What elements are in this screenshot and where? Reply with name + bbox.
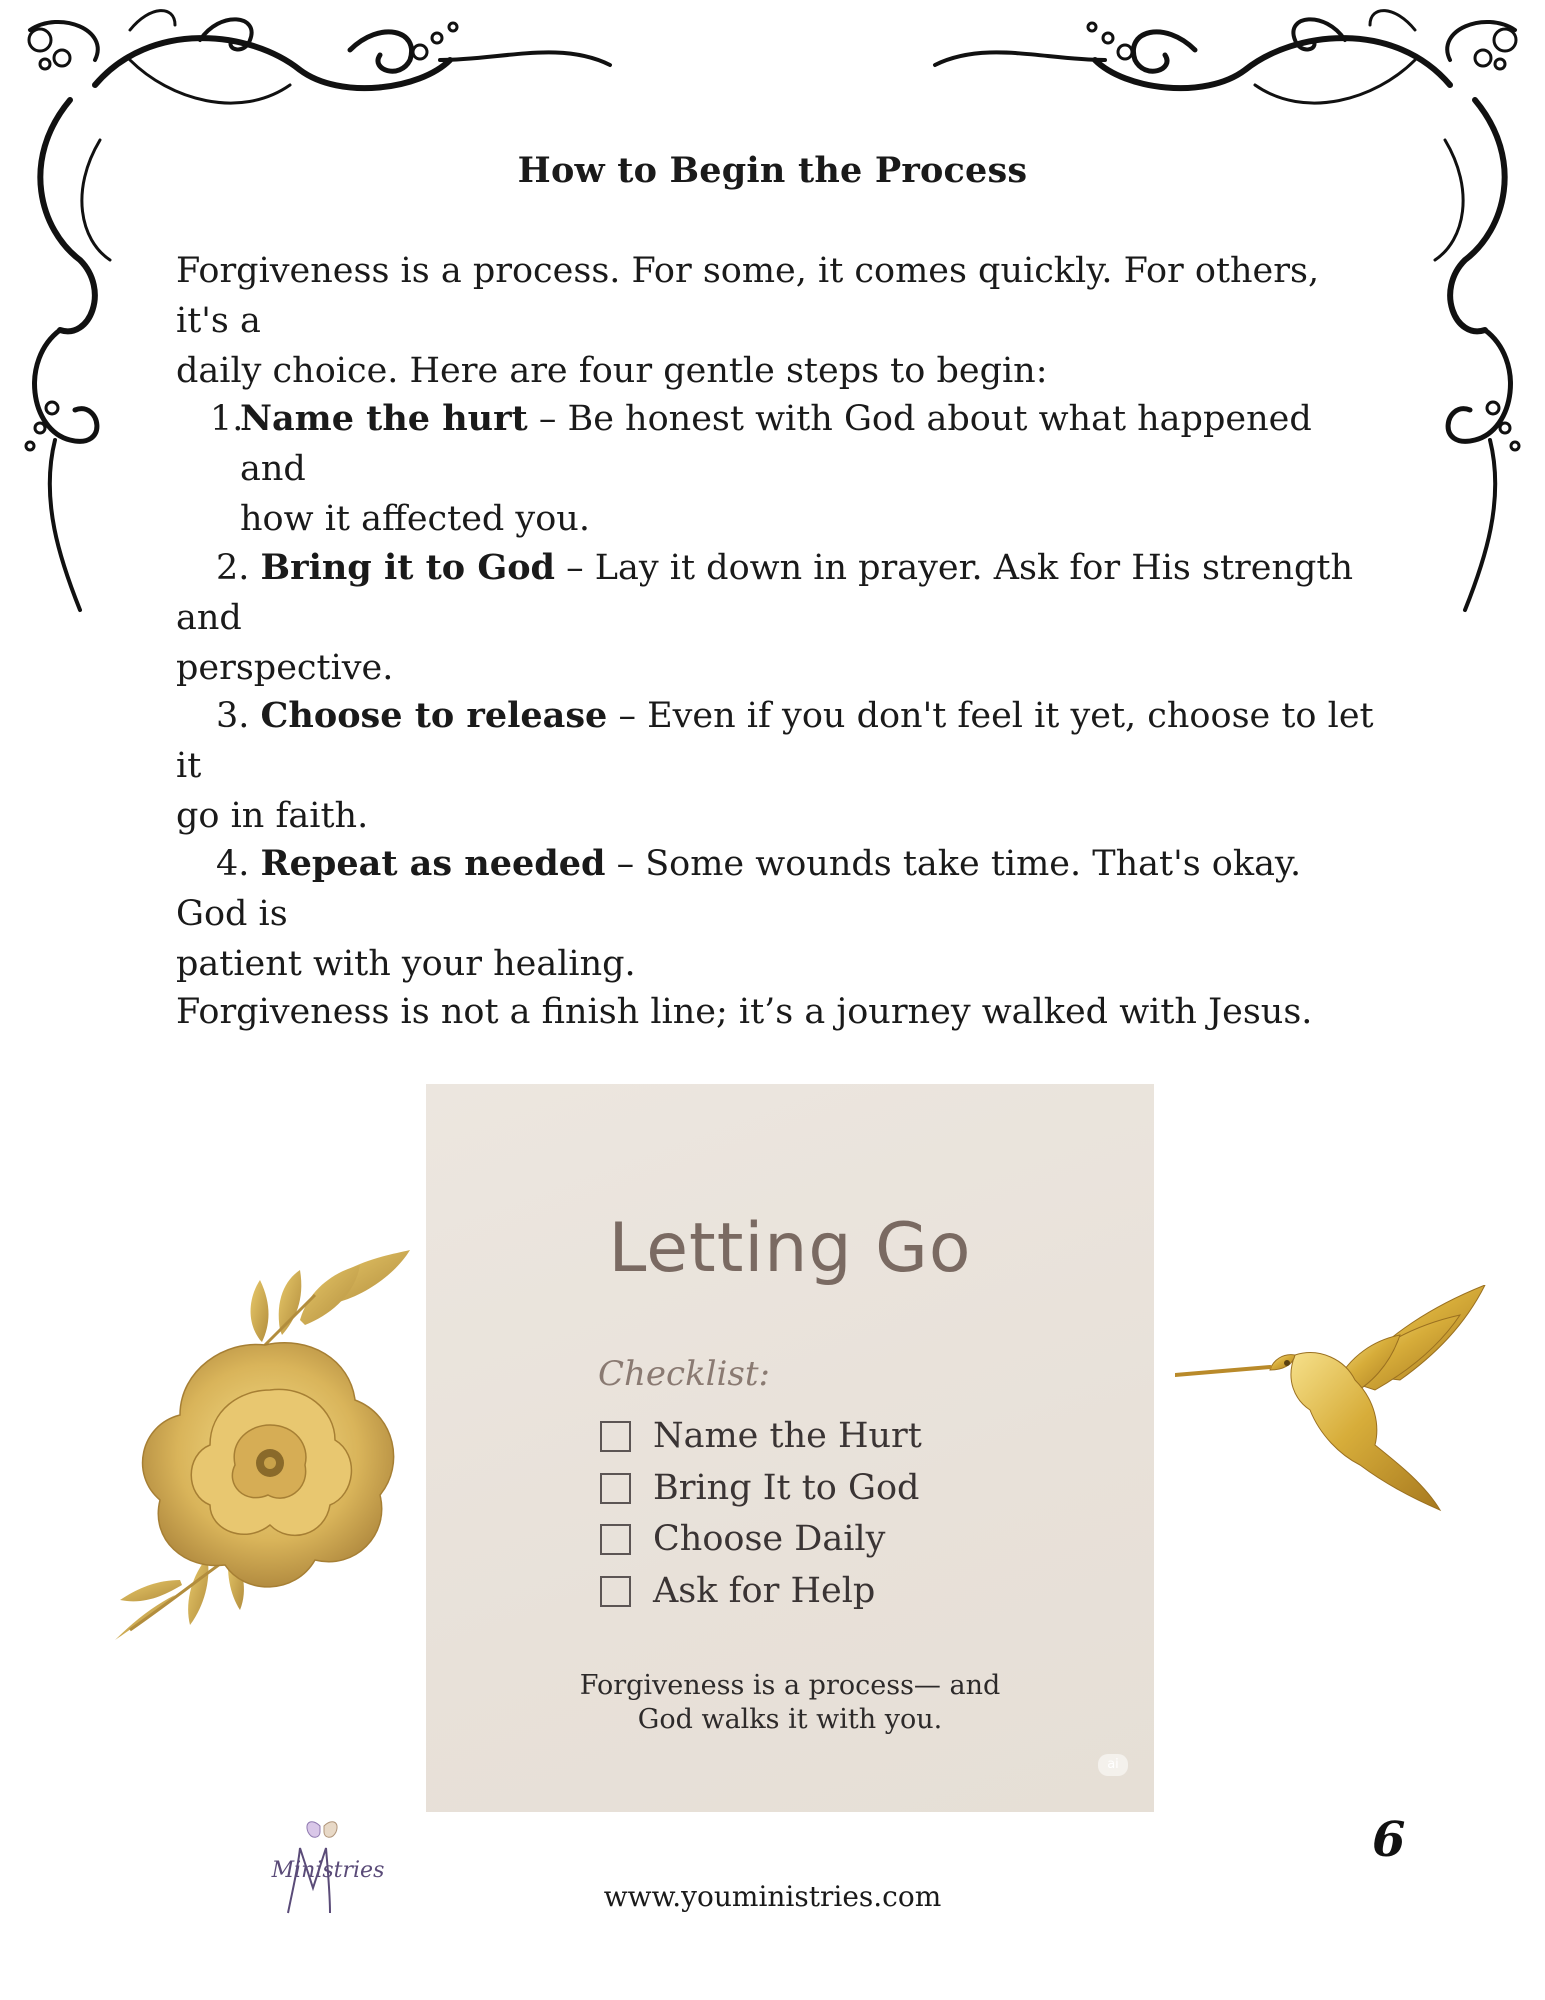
card-footer-line: Forgiveness is a process— and <box>579 1670 1001 1701</box>
gold-flower-icon <box>110 1250 420 1650</box>
step-item <box>176 543 1376 693</box>
card-footer-line: God walks it with you. <box>637 1704 943 1735</box>
checklist-item[interactable] <box>600 1569 875 1613</box>
step-title: Name the hurt <box>240 398 528 439</box>
card-title: Letting Go <box>608 1209 972 1288</box>
website-link[interactable]: www.youministries.com <box>603 1880 942 1913</box>
step-text: patient with your healing. <box>176 944 636 984</box>
step-text: how it affected you. <box>240 499 590 539</box>
page-title: How to Begin the Process <box>517 150 1028 191</box>
page-number: 6 <box>1372 1812 1406 1868</box>
intro-line: daily choice. Here are four gentle steps to begin: <box>176 351 1048 391</box>
step-text: – Lay it down in prayer. Ask for His strength and <box>176 548 1354 638</box>
checklist-item[interactable] <box>600 1414 922 1458</box>
intro-paragraph <box>176 246 1376 396</box>
step-text: – Some wounds take time. That's okay. God is <box>176 844 1302 934</box>
checklist-label: Checklist: <box>598 1354 770 1394</box>
step-text: go in faith. <box>176 796 369 836</box>
step-text: perspective. <box>176 648 394 688</box>
checklist-item-label: Bring It to God <box>653 1468 920 1508</box>
logo-text: Ministries <box>271 1858 385 1883</box>
step-title: Choose to release <box>260 695 608 736</box>
step-text: – Be honest with God about what happened and <box>240 399 1312 489</box>
checkbox[interactable] <box>600 1524 631 1555</box>
step-item <box>210 394 1370 544</box>
closing-paragraph: Forgiveness is not a finish line; it’s a journey walked with Jesus. <box>176 992 1313 1032</box>
step-item <box>176 691 1376 841</box>
ai-badge: ai <box>1098 1754 1128 1776</box>
step-number: 2. <box>216 548 250 588</box>
card-footer <box>426 1669 1154 1737</box>
step-text: – Even if you don't feel it yet, choose to let it <box>176 696 1374 786</box>
checkbox[interactable] <box>600 1473 631 1504</box>
checklist-item-label: Ask for Help <box>653 1571 876 1611</box>
letting-go-card <box>426 1084 1154 1812</box>
checklist-item-label: Name the Hurt <box>653 1416 922 1456</box>
step-title: Repeat as needed <box>260 843 606 884</box>
step-title: Bring it to God <box>260 547 556 588</box>
step-number: 3. <box>216 696 250 736</box>
intro-line: Forgiveness is a process. For some, it comes quickly. For others, it's a <box>176 251 1320 341</box>
checkbox[interactable] <box>600 1576 631 1607</box>
checklist-item-label: Choose Daily <box>653 1519 886 1559</box>
step-item <box>176 839 1376 989</box>
checklist-item[interactable] <box>600 1466 919 1510</box>
checklist-item[interactable] <box>600 1517 885 1561</box>
step-number: 4. <box>216 844 250 884</box>
gold-hummingbird-icon <box>1175 1285 1495 1515</box>
checkbox[interactable] <box>600 1421 631 1452</box>
step-number: 1. <box>210 399 244 439</box>
